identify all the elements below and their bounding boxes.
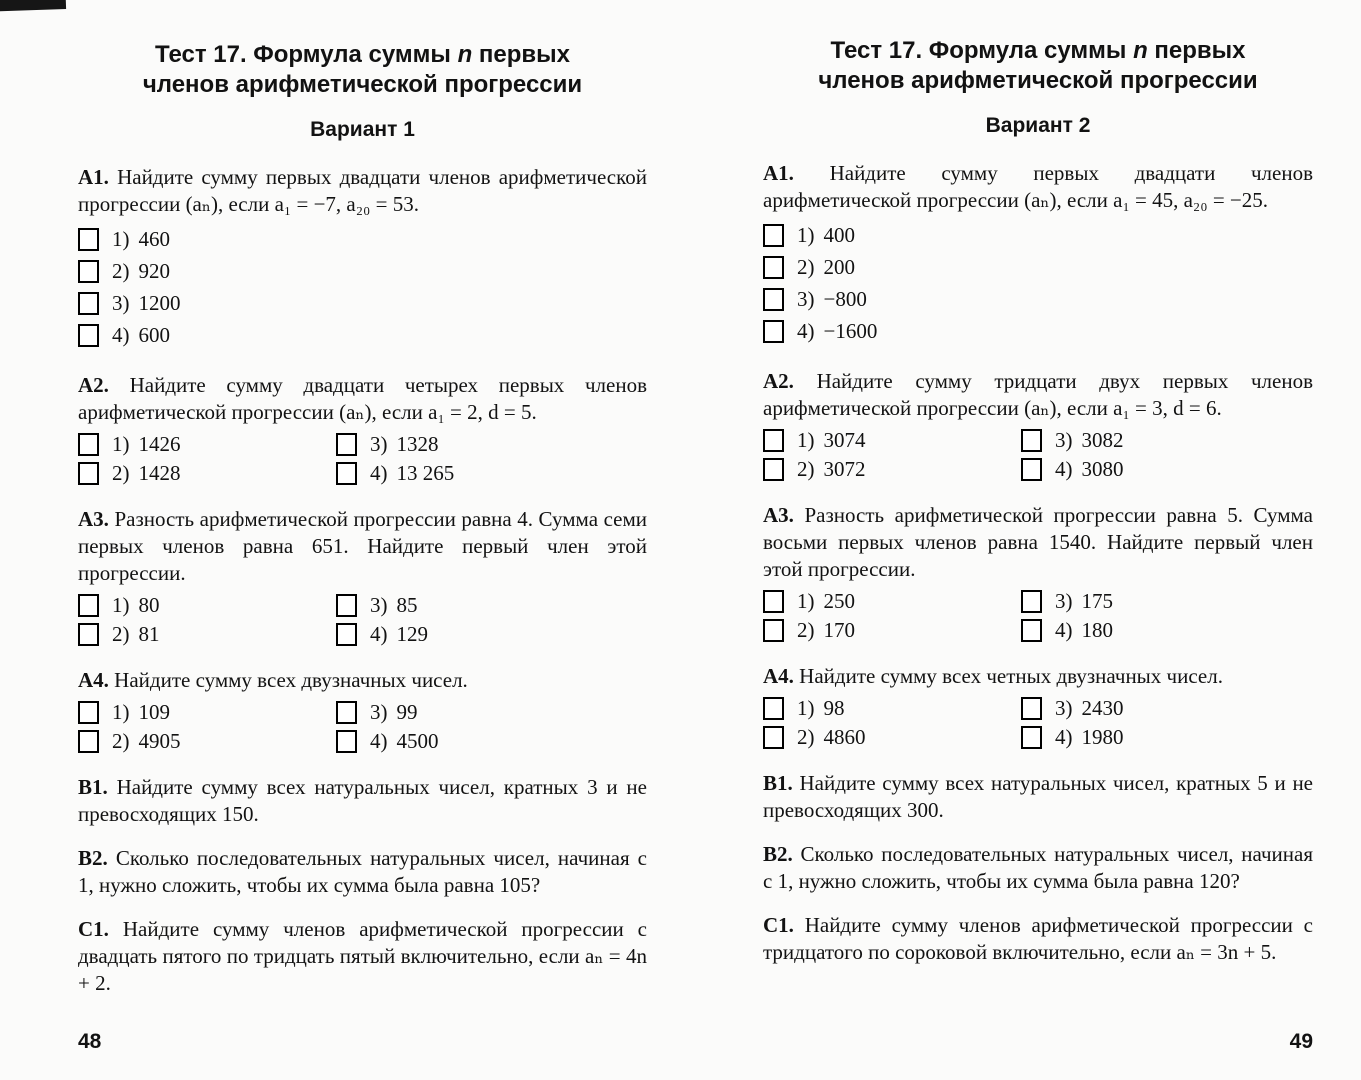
option-value: 3072 xyxy=(823,457,866,481)
answer-checkbox[interactable] xyxy=(1021,726,1042,749)
option-number: 3) xyxy=(112,291,130,315)
option-number: 4) xyxy=(370,461,388,485)
option-number: 2) xyxy=(797,618,815,642)
answer-checkbox[interactable] xyxy=(78,701,99,724)
option-value: 170 xyxy=(823,618,855,642)
option-number: 3) xyxy=(797,287,815,311)
title-variable-n: n xyxy=(457,41,473,68)
page-number-left: 48 xyxy=(78,1030,102,1053)
answer-option[interactable] xyxy=(1021,695,1313,722)
answer-checkbox[interactable] xyxy=(1021,590,1042,613)
answer-option[interactable] xyxy=(763,617,1021,644)
question-text: Найдите сумму тридцати двух первых членов арифметической прогрессии (aₙ), если a₁ = 3, d = 6. xyxy=(763,369,1313,420)
option-value: 920 xyxy=(138,259,170,283)
answer-option[interactable] xyxy=(78,322,647,349)
option-number: 3) xyxy=(370,593,388,617)
option-value: 3080 xyxy=(1081,457,1124,481)
answer-checkbox[interactable] xyxy=(336,433,357,456)
page-right xyxy=(681,0,1361,1080)
answer-option[interactable] xyxy=(78,431,336,458)
answer-checkbox[interactable] xyxy=(763,256,784,279)
title-suffix: первых xyxy=(1147,37,1246,64)
option-value: 81 xyxy=(138,622,160,646)
answer-option[interactable] xyxy=(763,456,1021,483)
answer-option[interactable] xyxy=(336,728,647,755)
question-label: С1. xyxy=(763,913,794,937)
option-value: 85 xyxy=(396,593,418,617)
options-a1 xyxy=(78,222,647,354)
answer-option[interactable] xyxy=(763,286,1313,313)
answer-checkbox[interactable] xyxy=(336,730,357,753)
options-a3 xyxy=(763,587,1313,645)
question-a2 xyxy=(78,372,647,426)
question-label: А2. xyxy=(78,373,109,397)
question-label: А1. xyxy=(78,165,109,189)
question-text: Найдите сумму первых двадцати членов арифметической прогрессии (aₙ), если a₁ = 45, a₂₀ = −25. xyxy=(763,161,1314,212)
option-number: 1) xyxy=(797,223,815,247)
option-number: 3) xyxy=(370,432,388,456)
answer-checkbox[interactable] xyxy=(78,462,99,485)
answer-checkbox[interactable] xyxy=(763,590,784,613)
option-number: 2) xyxy=(797,725,815,749)
option-number: 4) xyxy=(112,323,130,347)
option-value: −800 xyxy=(823,287,867,311)
question-text: Найдите сумму членов арифметической прогрессии с тридцатого по сороковой включительно, если aₙ = 3n + 5. xyxy=(763,913,1314,964)
question-a2 xyxy=(763,368,1313,422)
title-prefix: Тест 17. Формула суммы xyxy=(830,37,1134,64)
answer-checkbox[interactable] xyxy=(763,320,784,343)
option-value: 2430 xyxy=(1081,696,1124,720)
answer-checkbox[interactable] xyxy=(78,594,99,617)
question-text: Разность арифметической прогрессии равна 5. Сумма восьми первых членов равна 1540. Найдите первый член этой прогрессии. xyxy=(763,503,1314,581)
option-number: 2) xyxy=(797,255,815,279)
answer-option[interactable] xyxy=(336,460,647,487)
option-value: 460 xyxy=(138,227,170,251)
title-line2: членов арифметической прогрессии xyxy=(142,71,583,98)
option-number: 3) xyxy=(1055,428,1073,452)
question-text: Найдите сумму членов арифметической прогрессии с двадцать пятого по тридцать пятый включительно, если aₙ = 4n + 2. xyxy=(78,917,648,995)
options-a2 xyxy=(763,426,1313,484)
answer-checkbox[interactable] xyxy=(336,462,357,485)
option-number: 1) xyxy=(112,227,130,251)
question-a3 xyxy=(78,506,647,587)
option-value: 1200 xyxy=(138,291,181,315)
answer-checkbox[interactable] xyxy=(78,433,99,456)
option-number: 1) xyxy=(797,589,815,613)
answer-checkbox[interactable] xyxy=(78,260,99,283)
answer-checkbox[interactable] xyxy=(336,701,357,724)
option-value: 129 xyxy=(396,622,428,646)
option-value: 600 xyxy=(138,323,170,347)
question-c1 xyxy=(78,916,647,997)
option-number: 2) xyxy=(112,622,130,646)
answer-checkbox[interactable] xyxy=(763,288,784,311)
question-text: Найдите сумму всех натуральных чисел, кратных 5 и не превосходящих 300. xyxy=(763,771,1313,822)
option-number: 3) xyxy=(1055,589,1073,613)
option-number: 2) xyxy=(112,259,130,283)
answer-option[interactable] xyxy=(78,460,336,487)
answer-option[interactable] xyxy=(78,621,336,648)
option-value: 1428 xyxy=(138,461,181,485)
option-value: 175 xyxy=(1081,589,1113,613)
answer-option[interactable] xyxy=(1021,724,1313,751)
question-b2 xyxy=(78,845,647,899)
question-text: Найдите сумму всех натуральных чисел, кратных 3 и не превосходящих 150. xyxy=(78,775,647,826)
question-c1 xyxy=(763,912,1313,966)
question-label: В2. xyxy=(78,846,108,870)
answer-checkbox[interactable] xyxy=(763,697,784,720)
answer-option[interactable] xyxy=(1021,617,1313,644)
option-value: 4860 xyxy=(823,725,866,749)
question-label: С1. xyxy=(78,917,109,941)
question-label: А2. xyxy=(763,369,794,393)
option-value: 98 xyxy=(823,696,845,720)
options-a1 xyxy=(763,218,1313,350)
answer-option[interactable] xyxy=(78,728,336,755)
answer-option[interactable] xyxy=(763,724,1021,751)
option-value: −1600 xyxy=(823,319,878,343)
option-value: 400 xyxy=(823,223,855,247)
option-number: 3) xyxy=(1055,696,1073,720)
answer-option[interactable] xyxy=(763,588,1021,615)
answer-checkbox[interactable] xyxy=(78,730,99,753)
option-number: 4) xyxy=(370,622,388,646)
answer-checkbox[interactable] xyxy=(763,224,784,247)
option-value: 1328 xyxy=(396,432,439,456)
answer-option[interactable] xyxy=(336,699,647,726)
option-value: 4500 xyxy=(396,729,439,753)
question-text: Найдите сумму всех двузначных чисел. xyxy=(114,668,468,692)
answer-option[interactable] xyxy=(336,431,647,458)
question-label: А3. xyxy=(763,503,794,527)
answer-checkbox[interactable] xyxy=(1021,429,1042,452)
answer-option[interactable] xyxy=(78,290,647,317)
option-value: 80 xyxy=(138,593,160,617)
answer-option[interactable] xyxy=(1021,588,1313,615)
answer-checkbox[interactable] xyxy=(1021,458,1042,481)
question-text: Найдите сумму двадцати четырех первых членов арифметической прогрессии (aₙ), если a₁ = 2, d = 5. xyxy=(78,373,647,424)
option-value: 200 xyxy=(823,255,855,279)
option-value: 109 xyxy=(138,700,170,724)
answer-checkbox[interactable] xyxy=(78,228,99,251)
question-text: Сколько последовательных натуральных чисел, начиная с 1, нужно сложить, чтобы их сумма была равна 105? xyxy=(78,846,647,897)
answer-option[interactable] xyxy=(1021,456,1313,483)
answer-checkbox[interactable] xyxy=(78,324,99,347)
answer-option[interactable] xyxy=(78,258,647,285)
option-value: 1980 xyxy=(1081,725,1124,749)
answer-option[interactable] xyxy=(1021,427,1313,454)
options-a2 xyxy=(78,430,647,488)
option-number: 1) xyxy=(112,700,130,724)
title-prefix: Тест 17. Формула суммы xyxy=(154,41,458,68)
answer-checkbox[interactable] xyxy=(763,726,784,749)
answer-checkbox[interactable] xyxy=(1021,697,1042,720)
answer-checkbox[interactable] xyxy=(763,619,784,642)
option-value: 250 xyxy=(823,589,855,613)
question-a4 xyxy=(763,663,1313,690)
question-label: А1. xyxy=(763,161,794,185)
option-value: 4905 xyxy=(138,729,181,753)
answer-option[interactable] xyxy=(78,592,336,619)
answer-checkbox[interactable] xyxy=(78,292,99,315)
question-label: В1. xyxy=(763,771,793,795)
answer-option[interactable] xyxy=(763,695,1021,722)
answer-checkbox[interactable] xyxy=(763,429,784,452)
option-number: 4) xyxy=(1055,457,1073,481)
variant-heading: Вариант 2 xyxy=(985,114,1091,137)
option-number: 2) xyxy=(112,729,130,753)
question-b2 xyxy=(763,841,1313,895)
question-b1 xyxy=(763,770,1313,824)
question-a1 xyxy=(78,164,647,218)
answer-checkbox[interactable] xyxy=(336,594,357,617)
title-suffix: первых xyxy=(472,41,571,68)
option-value: 3082 xyxy=(1081,428,1124,452)
question-a4 xyxy=(78,667,647,694)
answer-option[interactable] xyxy=(763,318,1313,345)
question-label: А4. xyxy=(763,664,794,688)
question-label: В1. xyxy=(78,775,108,799)
option-number: 1) xyxy=(112,432,130,456)
variant-heading: Вариант 1 xyxy=(310,118,415,141)
question-text: Найдите сумму первых двадцати членов арифметической прогрессии (aₙ), если a₁ = −7, a₂₀ = 53. xyxy=(78,165,647,216)
title-variable-n: n xyxy=(1133,37,1148,64)
answer-option[interactable] xyxy=(763,222,1313,249)
answer-checkbox[interactable] xyxy=(336,623,357,646)
answer-option[interactable] xyxy=(763,427,1021,454)
option-value: 180 xyxy=(1081,618,1113,642)
option-number: 4) xyxy=(797,319,815,343)
title-line2: членов арифметической прогрессии xyxy=(818,67,1258,94)
test-title xyxy=(78,40,647,100)
question-label: А4. xyxy=(78,668,109,692)
question-label: А3. xyxy=(78,507,109,531)
question-text: Разность арифметической прогрессии равна 4. Сумма семи первых членов равна 651. Найдите первый член этой прогрессии. xyxy=(78,507,648,585)
answer-option[interactable] xyxy=(336,592,647,619)
question-label: В2. xyxy=(763,842,793,866)
option-number: 1) xyxy=(797,696,815,720)
option-number: 1) xyxy=(112,593,130,617)
answer-checkbox[interactable] xyxy=(1021,619,1042,642)
question-a1 xyxy=(763,160,1313,214)
option-number: 4) xyxy=(1055,618,1073,642)
question-text: Сколько последовательных натуральных чисел, начиная с 1, нужно сложить, чтобы их сумма была равна 120? xyxy=(763,842,1313,893)
answer-option[interactable] xyxy=(78,226,647,253)
option-number: 4) xyxy=(1055,725,1073,749)
answer-option[interactable] xyxy=(78,699,336,726)
option-value: 13 265 xyxy=(396,461,455,485)
option-number: 4) xyxy=(370,729,388,753)
options-a4 xyxy=(763,694,1313,752)
test-title xyxy=(763,36,1313,96)
answer-option[interactable] xyxy=(763,254,1313,281)
question-a3 xyxy=(763,502,1313,583)
question-b1 xyxy=(78,774,647,828)
question-text: Найдите сумму всех четных двузначных чисел. xyxy=(799,664,1223,688)
options-a3 xyxy=(78,591,647,649)
option-value: 3074 xyxy=(823,428,866,452)
answer-option[interactable] xyxy=(336,621,647,648)
option-value: 1426 xyxy=(138,432,181,456)
option-number: 1) xyxy=(797,428,815,452)
option-number: 2) xyxy=(797,457,815,481)
options-a4 xyxy=(78,698,647,756)
option-number: 2) xyxy=(112,461,130,485)
option-value: 99 xyxy=(396,700,418,724)
answer-checkbox[interactable] xyxy=(763,458,784,481)
option-number: 3) xyxy=(370,700,388,724)
page-number-right: 49 xyxy=(1289,1030,1313,1053)
answer-checkbox[interactable] xyxy=(78,623,99,646)
